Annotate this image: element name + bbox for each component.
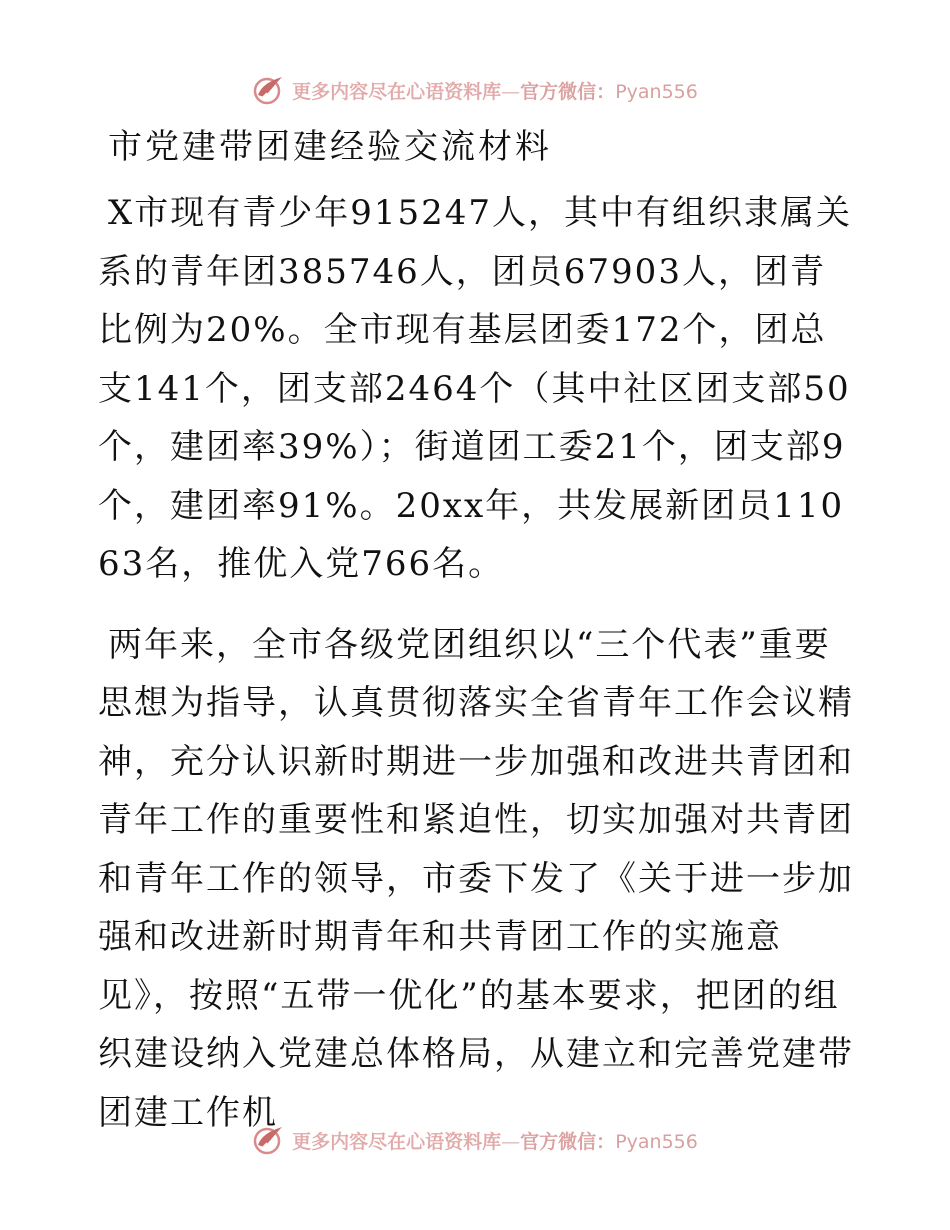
watermark-wechat-id: Pyan556 xyxy=(615,80,698,103)
watermark-footer xyxy=(0,1120,950,1160)
watermark-dash: — xyxy=(501,1130,521,1153)
watermark-wechat-id: Pyan556 xyxy=(615,1130,698,1153)
watermark-dash: — xyxy=(501,80,521,103)
watermark-site: 更多内容尽在心语资料库 xyxy=(292,1130,502,1153)
quill-swirl-icon xyxy=(252,73,286,107)
quill-swirl-icon xyxy=(252,1123,286,1157)
watermark-text xyxy=(292,77,698,104)
watermark-site: 更多内容尽在心语资料库 xyxy=(292,80,502,103)
watermark-header xyxy=(0,70,950,110)
document-title: 市党建带团建经验交流材料 xyxy=(108,127,552,167)
paragraph-work-summary: 两年来，全市各级党团组织以“三个代表”重要思想为指导，认真贯彻落实全省青年工作会议精神，充分认识新时期进一步加强和改进共青团和青年工作的重要性和紧迫性，切实加强对共青团和青年工作的领导，市委下发了《关于进一步加强和改进新时期青年和共青团工作的实施意见》，按照“五带一优化”的基本要求，把团的组织建设纳入党建总体格局，从建立和完善党建带团建工作机 xyxy=(98,624,854,1133)
paragraph-statistics: X市现有青少年915247人，其中有组织隶属关系的青年团385746人，团员67903人，团青比例为20%。全市现有基层团委172个，团总支141个，团支部2464个（其中社区团支部50个，建团率39%）；街道团工委21个，团支部9个，建团率91%。20xx年，共发展新团员11063名，推优入党766名。 xyxy=(98,193,852,584)
watermark-wechat-label: 官方微信： xyxy=(520,1130,616,1153)
watermark-wechat-label: 官方微信： xyxy=(520,80,616,103)
watermark-text xyxy=(292,1127,698,1154)
document-body xyxy=(98,122,858,1164)
